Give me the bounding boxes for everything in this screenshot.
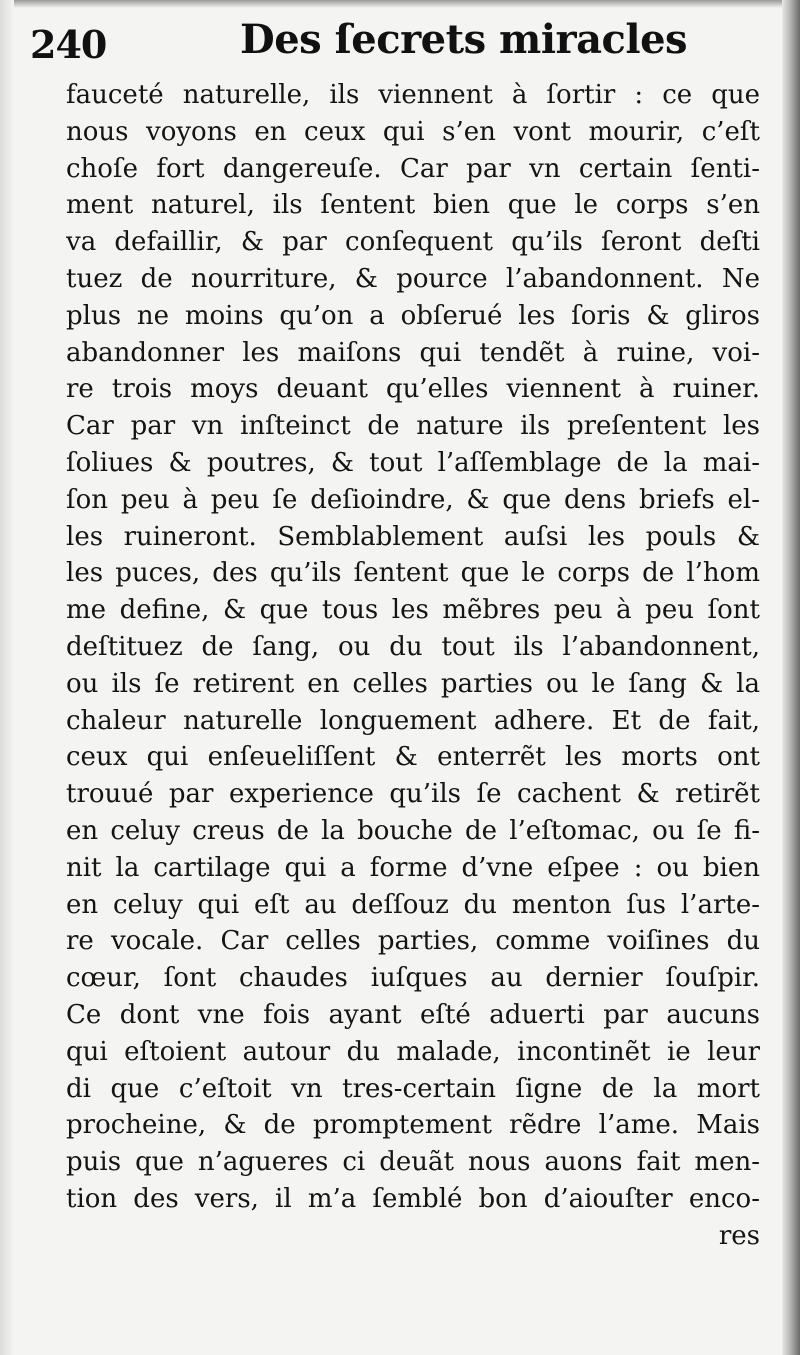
text-line: abandonner les maiſons qui tendẽt à ruine, voi- bbox=[66, 337, 760, 368]
page-number: 240 bbox=[30, 22, 107, 67]
text-line: ou ils ſe retirent en celles parties ou le ſang & la bbox=[66, 668, 760, 699]
text-line: cœur, ſont chaudes iuſques au dernier ſouſpir. bbox=[66, 963, 760, 994]
text-line: chaleur naturelle longuement adhere. Et de fait, bbox=[66, 705, 760, 736]
text-line: tuez de nourriture, & pource l’abandonnent. Ne bbox=[66, 263, 760, 294]
text-line: qui eſtoient autour du malade, incontinẽt ie leur bbox=[66, 1036, 760, 1067]
text-line: ment naturel, ils ſentent bien que le corps s’en bbox=[66, 190, 760, 221]
catchword: res bbox=[718, 1220, 760, 1251]
text-line: di que c’eſtoit vn tres-certain ſigne de la mort bbox=[66, 1073, 760, 1104]
text-line: ſon peu à peu ſe deſioindre, & que dens briefs el- bbox=[66, 484, 760, 515]
text-line: ceux qui enſeueliſſent & enterrẽt les morts ont bbox=[66, 742, 760, 773]
text-line: Car par vn inſteinct de nature ils preſentent les bbox=[66, 411, 760, 442]
text-line: nit la cartilage qui a forme d’vne eſpee : ou bien bbox=[66, 852, 760, 883]
text-line: procheine, & de promptement rẽdre l’ame. Mais bbox=[66, 1110, 760, 1141]
text-line: trouué par experience qu’ils ſe cachent & retirẽt bbox=[66, 779, 760, 810]
text-line: re vocale. Car celles parties, comme voiſines du bbox=[66, 926, 760, 957]
body-text bbox=[66, 77, 760, 1255]
text-line: Ce dont vne fois ayant eſté aduerti par aucuns bbox=[66, 999, 760, 1030]
text-line: en celuy creus de la bouche de l’eſtomac, ou ſe fi- bbox=[66, 815, 760, 846]
text-line: me define, & que tous les mẽbres peu à peu ſont bbox=[66, 595, 760, 626]
page-header bbox=[30, 10, 770, 72]
text-line: re trois moys deuant qu’elles viennent à ruiner. bbox=[66, 374, 760, 405]
page-top-edge bbox=[0, 0, 800, 8]
text-line: choſe fort dangereuſe. Car par vn certain ſenti- bbox=[66, 153, 760, 184]
running-title: Des ſecrets miracles bbox=[240, 16, 688, 63]
text-line: fauceté naturelle, ils viennent à ſortir : ce que bbox=[66, 80, 760, 110]
text-line: plus ne moins qu’on a obſerué les ſoris & gliros bbox=[66, 300, 760, 331]
text-line: les puces, des qu’ils ſentent que le corps de l’hom bbox=[66, 558, 760, 589]
page-gutter-shadow bbox=[0, 0, 14, 1355]
text-line: les ruineront. Semblablement auſsi les pouls & bbox=[66, 521, 760, 552]
text-line: va defaillir, & par conſequent qu’ils ſeront deſti bbox=[66, 227, 760, 258]
page-right-edge bbox=[782, 0, 800, 1355]
text-line: tion des vers, il m’a ſemblé bon d’aiouſter enco- bbox=[66, 1183, 760, 1214]
text-line: puis que n’agueres ci deuãt nous auons fait men- bbox=[66, 1147, 760, 1178]
text-line: nous voyons en ceux qui s’en vont mourir, c’eſt bbox=[66, 116, 760, 147]
text-line: ſoliues & poutres, & tout l’aſſemblage de la mai- bbox=[66, 447, 760, 478]
text-line: deſtituez de ſang, ou du tout ils l’abandonnent, bbox=[66, 631, 760, 662]
text-line: en celuy qui eſt au deſſouz du menton ſus l’arte- bbox=[66, 889, 760, 920]
